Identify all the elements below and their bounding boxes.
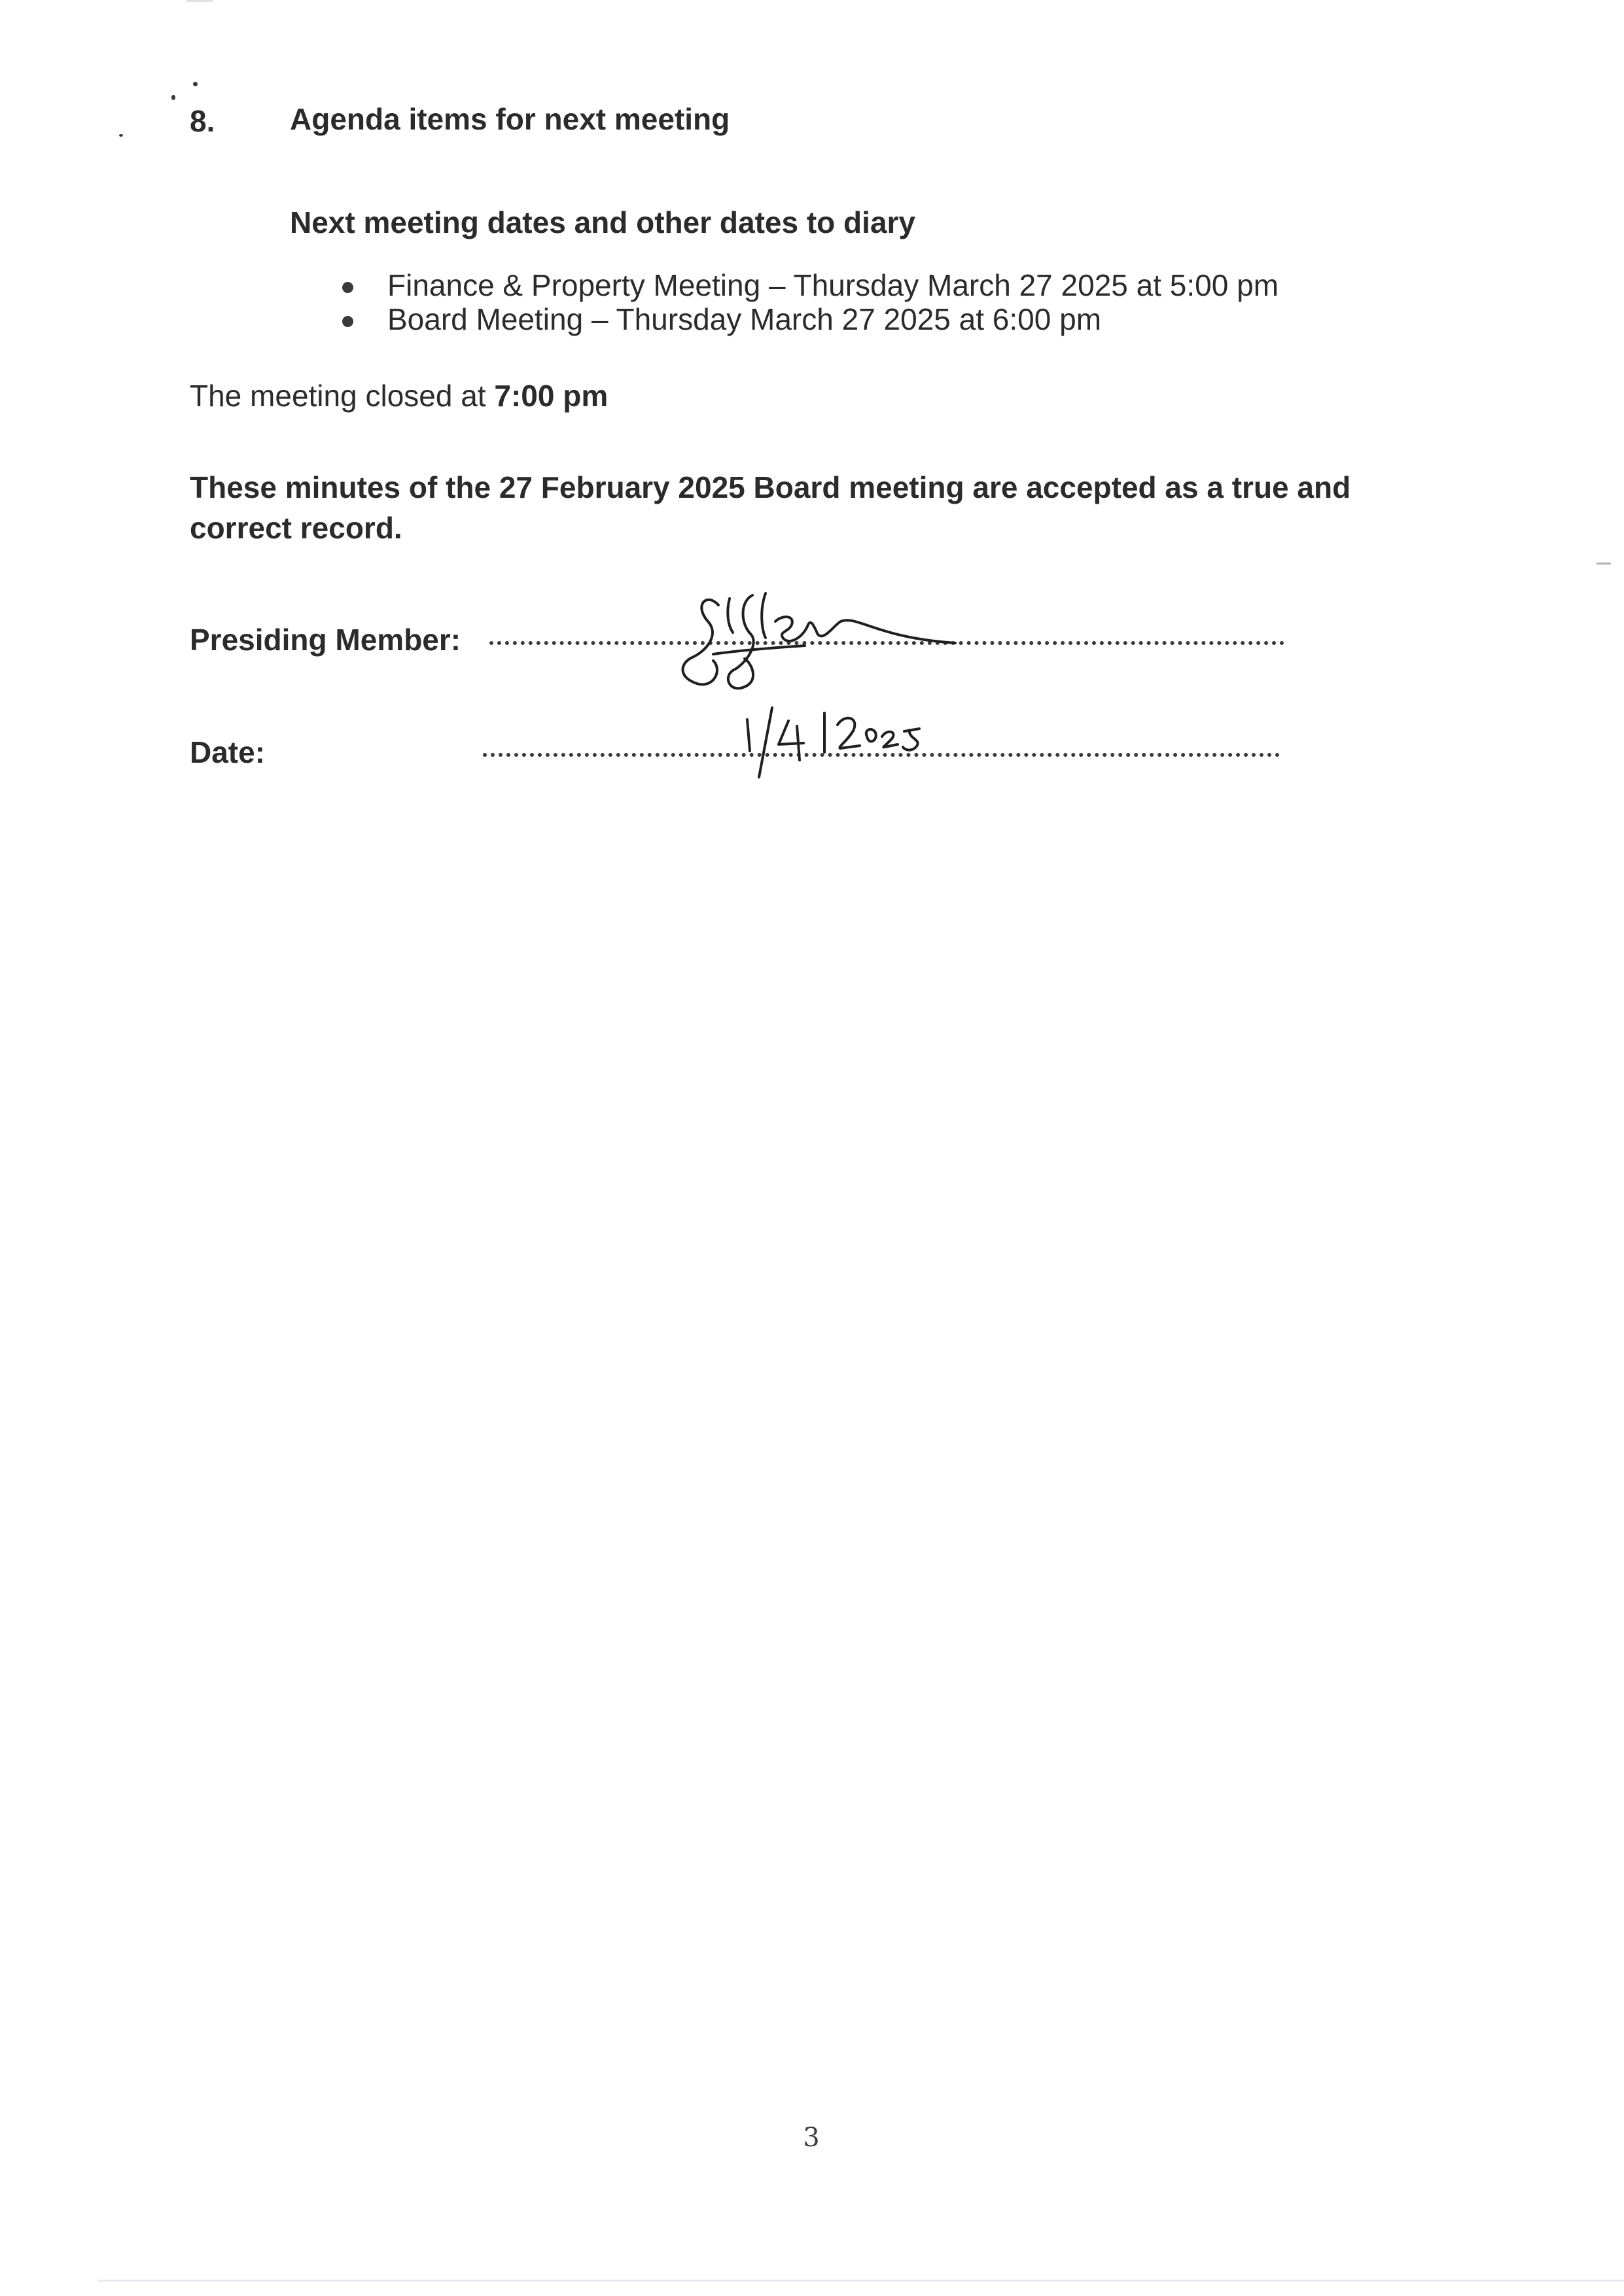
bullet-icon <box>342 316 353 327</box>
meeting-closed-prefix: The meeting closed at <box>190 379 495 413</box>
section-number: 8. <box>190 104 215 138</box>
scan-artifact <box>98 2280 1624 2282</box>
scan-speck <box>119 134 123 137</box>
bullet-icon <box>342 282 353 293</box>
handwritten-date <box>733 700 995 778</box>
list-item <box>337 268 1279 302</box>
scan-artifact <box>186 0 213 2</box>
date-label: Date: <box>190 735 266 769</box>
section-title: Agenda items for next meeting <box>290 102 730 136</box>
scan-speck <box>193 82 198 86</box>
handwritten-signature <box>667 585 981 697</box>
acceptance-statement: These minutes of the 27 February 2025 Board meeting are accepted as a true and correct record. <box>190 470 1351 545</box>
meeting-item-text: Board Meeting – Thursday March 27 2025 at 6:00 pm <box>387 302 1102 336</box>
scan-artifact <box>1597 563 1611 565</box>
meeting-item-text: Finance & Property Meeting – Thursday March 27 2025 at 5:00 pm <box>387 268 1279 302</box>
scan-speck <box>171 95 175 100</box>
page-number: 3 <box>803 2123 820 2153</box>
meeting-dates-list <box>337 268 1279 336</box>
next-meetings-heading: Next meeting dates and other dates to diary <box>290 205 916 239</box>
list-item <box>337 302 1279 336</box>
meeting-closed-line <box>190 378 608 413</box>
presiding-member-label: Presiding Member: <box>190 623 461 657</box>
meeting-closed-time: 7:00 pm <box>494 379 609 413</box>
